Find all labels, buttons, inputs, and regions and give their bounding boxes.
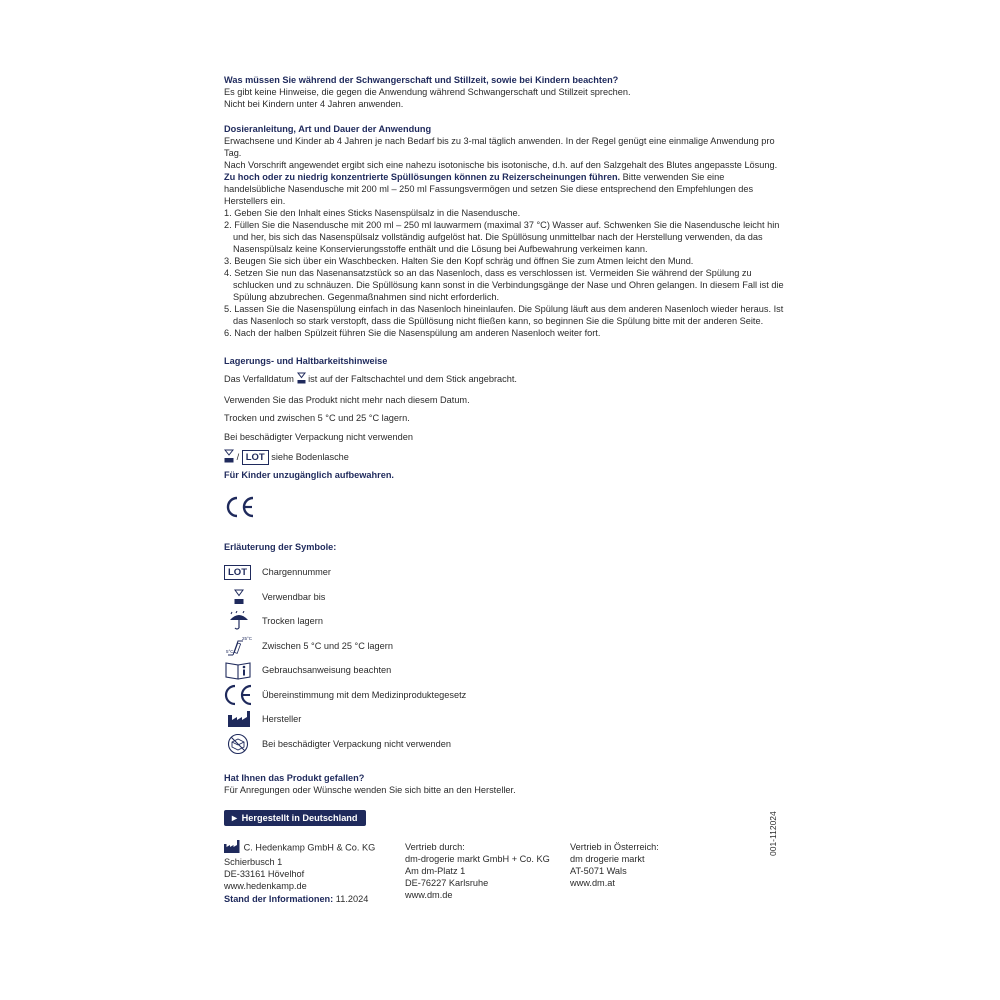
address-line: dm-drogerie markt GmbH + Co. KG bbox=[405, 854, 550, 864]
feedback-heading: Hat Ihnen das Produkt gefallen? bbox=[224, 773, 365, 783]
step-item: 2. Füllen Sie die Nasendusche mit 200 ml – 250 ml lauwarmem (maximal 37 °C) Wasser auf. Schwenken Sie die Nasendusche leicht hin und her, bis sich das Nasenspülsalz vollständig aufgelöst hat. Die Spüllösung unmittelbar nach der Herstellung verwenden, da das Nasenspülsalz keine Konservierungsstoffe enthält und die Lösung bei Aufbewahrung verkeimen kann. bbox=[224, 220, 780, 254]
address-line: Am dm-Platz 1 bbox=[405, 866, 466, 876]
dosage-warning-rest: Bitte verwenden Sie eine handelsübliche Nasendusche mit 200 ml – 250 ml Fassungsvermögen und setzen Sie diese entsprechend den Empfehlungen des Herstellers ein. bbox=[224, 172, 754, 206]
ce-mark bbox=[224, 495, 784, 521]
manufacturer-icon bbox=[224, 709, 254, 729]
symbol-row bbox=[224, 560, 784, 585]
storage-line: Verwenden Sie das Produkt nicht mehr nach diesem Datum. bbox=[224, 394, 470, 405]
temp-high-label: 25°C bbox=[242, 635, 253, 641]
leaflet bbox=[224, 74, 784, 905]
symbol-label: Zwischen 5 °C und 25 °C lagern bbox=[262, 640, 393, 651]
made-in-badge: ► Hergestellt in Deutschland bbox=[224, 810, 366, 826]
manufacturer-icon bbox=[224, 840, 241, 856]
step-item: 5. Lassen Sie die Nasenspülung einfach in das Nasenloch hineinlaufen. Die Spülung läuft aus dem anderen Nasenloch wieder heraus. Ist das Nasenloch so stark verstopft, dass die Spüllösung nicht fließen kann, so beginnen Sie die Spülung bitte mit der anderen Seite. bbox=[224, 304, 784, 326]
step-item: 4. Setzen Sie nun das Nasenansatzstück so an das Nasenloch, dass es verschlossen ist. Vermeiden Sie während der Spülung zu schlucken und zu schnäuzen. Die Spüllösung kann sonst in die Verbindungsgänge der Nase und Ohren gelangen. In diesem Fall ist die Spülung abzubrechen. Gegenmaßnahmen sind nicht erforderlich. bbox=[224, 268, 784, 302]
pregnancy-heading: Was müssen Sie während der Schwangerschaft und Stillzeit, sowie bei Kindern beachten? bbox=[224, 75, 619, 85]
dosage-heading: Dosieranleitung, Art und Dauer der Anwendung bbox=[224, 124, 432, 134]
symbol-row bbox=[224, 707, 784, 732]
manufacturer-address bbox=[224, 840, 405, 901]
step-item: 1. Geben Sie den Inhalt eines Sticks Nasenspülsalz in die Nasendusche. bbox=[224, 208, 521, 218]
ce-icon bbox=[224, 685, 254, 705]
storage-expiry-text-after: ist auf der Faltschachtel und dem Stick angebracht. bbox=[308, 373, 517, 384]
pregnancy-section bbox=[224, 74, 784, 110]
address-line: Vertrieb durch: bbox=[405, 842, 465, 852]
symbol-label: Hersteller bbox=[262, 714, 302, 725]
address-line: AT-5071 Wals bbox=[570, 866, 627, 876]
lot-icon: LOT bbox=[224, 565, 251, 580]
storage-line: Trocken und zwischen 5 °C und 25 °C lagern. bbox=[224, 413, 410, 423]
symbol-row bbox=[224, 585, 784, 610]
address-line: dm drogerie markt bbox=[570, 854, 645, 864]
pregnancy-line: Nicht bei Kindern unter 4 Jahren anwenden. bbox=[224, 99, 404, 109]
hourglass-icon bbox=[297, 372, 306, 387]
lot-icon: LOT bbox=[242, 450, 269, 465]
bottom-flap-text: siehe Bodenlasche bbox=[271, 451, 349, 462]
symbol-row bbox=[224, 732, 784, 757]
made-in-container bbox=[224, 810, 784, 826]
storage-line: Bei beschädigter Verpackung nicht verwenden bbox=[224, 431, 413, 442]
damaged-package-icon bbox=[224, 734, 254, 754]
feedback-text: Für Anregungen oder Wünsche wenden Sie sich bitte an den Hersteller. bbox=[224, 785, 516, 795]
symbol-label: Verwendbar bis bbox=[262, 591, 326, 602]
footer-addresses bbox=[224, 840, 784, 901]
application-steps bbox=[224, 207, 784, 339]
address-line: DE-33161 Hövelhof bbox=[224, 869, 305, 879]
address-line: Schierbusch 1 bbox=[224, 857, 283, 867]
dosage-line: Nach Vorschrift angewendet ergibt sich eine nahezu isotonische bis isotonische, d.h. auf den Salzgehalt des Blutes angepasste Lösung. bbox=[224, 160, 778, 170]
dosage-section bbox=[224, 123, 784, 207]
info-date-label: Stand der Informationen: bbox=[224, 894, 334, 904]
manufacturer-name: C. Hedenkamp GmbH & Co. KG bbox=[243, 842, 376, 853]
symbol-row bbox=[224, 683, 784, 708]
ce-icon bbox=[224, 495, 256, 519]
dosage-line: Erwachsene und Kinder ab 4 Jahren je nach Bedarf bis zu 3-mal täglich anwenden. In der Regel genügt eine einmalige Anwendung pro Tag. bbox=[224, 136, 775, 158]
symbol-label: Chargennummer bbox=[262, 567, 331, 578]
distribution-at bbox=[570, 841, 751, 901]
storage-expiry-text: Das Verfalldatum bbox=[224, 373, 294, 384]
symbol-row bbox=[224, 609, 784, 634]
temp-low-label: 5°C bbox=[226, 648, 234, 654]
website-link[interactable]: www.dm.at bbox=[570, 878, 615, 888]
symbols-section bbox=[224, 541, 784, 756]
manufacturer-name-line bbox=[224, 840, 405, 856]
website-link[interactable]: www.dm.de bbox=[405, 890, 453, 900]
hourglass-icon bbox=[224, 449, 234, 466]
storage-expiry bbox=[224, 372, 784, 387]
symbol-row bbox=[224, 658, 784, 683]
dosage-warning bbox=[224, 171, 784, 207]
address-line: Vertrieb in Österreich: bbox=[570, 842, 659, 852]
instructions-icon bbox=[224, 660, 254, 680]
feedback-section bbox=[224, 772, 784, 796]
symbol-label: Bei beschädigter Verpackung nicht verwenden bbox=[262, 738, 451, 749]
info-date-value: 11.2024 bbox=[333, 894, 369, 904]
hourglass-icon bbox=[224, 587, 254, 607]
address-line: DE-76227 Karlsruhe bbox=[405, 878, 489, 888]
dosage-warning-bold: Zu hoch oder zu niedrig konzentrierte Spüllösungen können zu Reizerscheinungen führen. bbox=[224, 172, 621, 182]
distribution-de bbox=[405, 841, 586, 901]
step-item: 3. Beugen Sie sich über ein Waschbecken. Halten Sie den Kopf schräg und öffnen Sie zum Atmen leicht den Mund. bbox=[224, 256, 694, 266]
temperature-limit-icon bbox=[224, 636, 254, 656]
bottom-flap-line bbox=[224, 449, 784, 466]
storage-section bbox=[224, 355, 784, 481]
storage-heading: Lagerungs- und Haltbarkeitshinweise bbox=[224, 356, 388, 366]
umbrella-icon bbox=[224, 611, 254, 631]
symbol-row bbox=[224, 634, 784, 659]
symbols-heading: Erläuterung der Symbole: bbox=[224, 542, 337, 552]
symbol-label: Gebrauchsanweisung beachten bbox=[262, 665, 392, 676]
document-code: 001-112024 bbox=[768, 811, 778, 856]
pregnancy-line: Es gibt keine Hinweise, die gegen die Anwendung während Schwangerschaft und Stillzeit sprechen. bbox=[224, 87, 631, 97]
symbol-label: Trocken lagern bbox=[262, 616, 323, 627]
symbol-label: Übereinstimmung mit dem Medizinproduktegesetz bbox=[262, 689, 467, 700]
children-warning: Für Kinder unzugänglich aufbewahren. bbox=[224, 470, 394, 480]
website-link[interactable]: www.hedenkamp.de bbox=[224, 881, 307, 891]
step-item: 6. Nach der halben Spülzeit führen Sie die Nasenspülung am anderen Nasenloch weiter fort. bbox=[224, 328, 601, 338]
separator-slash: / bbox=[236, 451, 240, 462]
